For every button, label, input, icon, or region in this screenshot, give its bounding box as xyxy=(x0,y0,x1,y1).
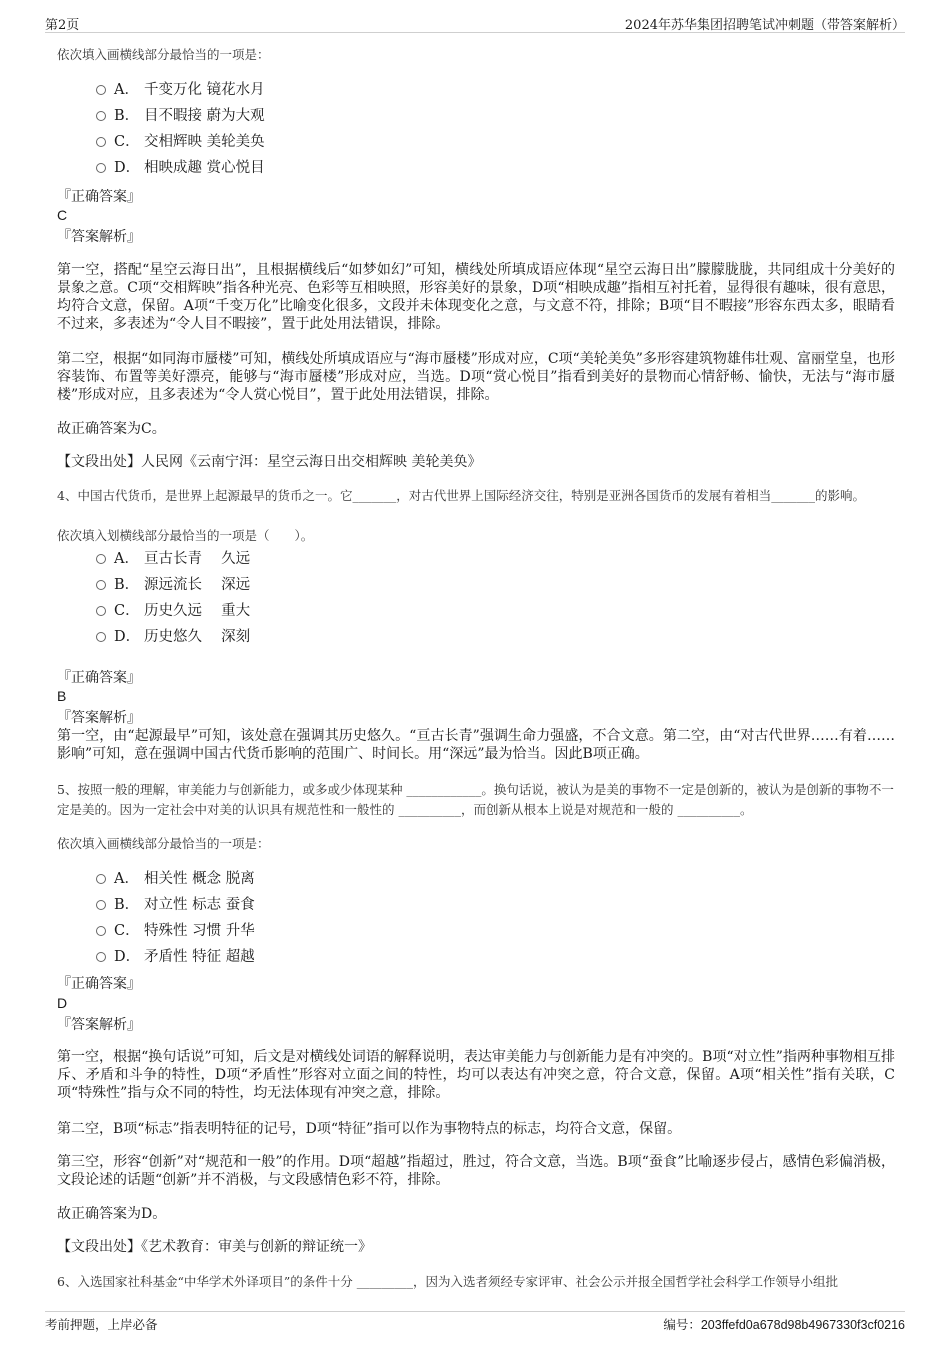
radio-icon[interactable] xyxy=(96,926,106,936)
q3-answer: C xyxy=(57,207,68,223)
q5-option-d[interactable]: D． 矛盾性 特征 超越 xyxy=(96,944,255,970)
q5-conclusion: 故正确答案为D。 xyxy=(57,1206,167,1222)
q4-analysis-label: 『答案解析』 xyxy=(57,710,141,726)
radio-icon[interactable] xyxy=(96,137,106,147)
radio-icon[interactable] xyxy=(96,632,106,642)
q3-option-c[interactable]: C． 交相辉映 美轮美奂 xyxy=(96,129,265,155)
q4-option-c[interactable]: C． 历史久远 重大 xyxy=(96,598,250,624)
q5-stem: 5、按照一般的理解，审美能力与创新能力，或多或少体现某种 ____________。换句话说，被认为是美的事物不一定是创新的，被认为是创新的事物不一定是美的。因为一定社会中对美的认识具有规范性和一般性的 __________，而创新从根本上说是对规范和一般的 __________。 xyxy=(57,782,894,817)
q6-stem: 6、入选国家社科基金“中华学术外译项目”的条件十分 _________，因为入选者须经专家评审、社会公示并报全国哲学社会科学工作领导小组批 xyxy=(57,1274,838,1289)
q4-stem: 4、中国古代货币，是世界上起源最早的货币之一。它_______，对古代世界上国际经济交往，特别是亚洲各国货币的发展有着相当_______的影响。 xyxy=(57,488,865,503)
q3-conclusion: 故正确答案为C。 xyxy=(57,421,166,437)
radio-icon[interactable] xyxy=(96,580,106,590)
q4-analysis-paragraph: 第一空，由“起源最早”可知，该处意在强调其历史悠久。“亘古长青”强调生命力强盛，不合文意。第二空，由“对古代世界……有着……影响”可知，意在强调中国古代货币影响的范围广、时间长。用“深远”最为恰当。因此B项正确。 xyxy=(57,728,895,762)
q5-answer: D xyxy=(57,995,68,1011)
footer-slogan: 考前押题，上岸必备 xyxy=(45,1317,158,1332)
q5-option-b[interactable]: B． 对立性 标志 蚕食 xyxy=(96,892,255,918)
q3-prompt: 依次填入画横线部分最恰当的一项是： xyxy=(57,47,270,62)
q4-options xyxy=(96,546,250,650)
radio-icon[interactable] xyxy=(96,606,106,616)
q5-prompt: 依次填入画横线部分最恰当的一项是： xyxy=(57,836,270,851)
footer-code: 编号：203ffefd0a678d98b4967330f3cf0216 xyxy=(663,1318,905,1332)
q5-analysis-paragraph-2: 第二空，B项“标志”指表明特征的记号，D项“特征”指可以作为事物特点的标志，均符合文意，保留。 xyxy=(57,1121,682,1137)
q4-option-a[interactable]: A． 亘古长青 久远 xyxy=(96,546,250,572)
q3-answer-label: 『正确答案』 xyxy=(57,189,141,205)
radio-icon[interactable] xyxy=(96,111,106,121)
q3-analysis-paragraph-1: 第一空，搭配“星空云海日出”，且根据横线后“如梦如幻”可知，横线处所填成语应体现“星空云海日出”朦朦胧胧，共同组成十分美好的景象之意。C项“交相辉映”指各种光亮、色彩等互相映照，形容美好的景象，D项“相映成趣”指相互衬托着，显得很有趣味，很有意思，均符合文意，保留。A项“千变万化”比喻变化很多，文段并未体现变化之意，与文意不符，排除；B项“目不暇接”形容东西太多，眼睛看不过来，多表述为“令人目不暇接”，置于此处用法错误，排除。 xyxy=(57,262,895,332)
q5-options xyxy=(96,866,255,970)
document-title: 2024年苏华集团招聘笔试冲刺题（带答案解析） xyxy=(624,18,905,33)
q5-analysis-paragraph-1: 第一空，根据“换句话说”可知，后文是对横线处词语的解释说明，表达审美能力与创新能力是有冲突的。B项“对立性”指两种事物相互排斥、矛盾和斗争的特性，D项“矛盾性”形容对立面之间的特性，均可以表达有冲突之意，符合文意，保留。A项“相关性”指有关联，C项“特殊性”指与众不同的特性，均无法体现有冲突之意，排除。 xyxy=(57,1049,895,1101)
q4-prompt: 依次填入划横线部分最恰当的一项是（ ）。 xyxy=(57,528,314,543)
radio-icon[interactable] xyxy=(96,952,106,962)
radio-icon[interactable] xyxy=(96,874,106,884)
page-header xyxy=(45,12,905,33)
q3-source: 【文段出处】人民网《云南宁洱：星空云海日出交相辉映 美轮美奂》 xyxy=(57,454,482,470)
q3-option-a[interactable]: A． 千变万化 镜花水月 xyxy=(96,77,265,103)
q3-options xyxy=(96,77,265,181)
radio-icon[interactable] xyxy=(96,900,106,910)
q4-answer-label: 『正确答案』 xyxy=(57,670,141,686)
q5-source: 【文段出处】《艺术教育：审美与创新的辩证统一》 xyxy=(57,1239,372,1255)
q5-answer-label: 『正确答案』 xyxy=(57,976,141,992)
q5-analysis-label: 『答案解析』 xyxy=(57,1017,141,1033)
q3-option-b[interactable]: B． 目不暇接 蔚为大观 xyxy=(96,103,265,129)
radio-icon[interactable] xyxy=(96,85,106,95)
q3-analysis-label: 『答案解析』 xyxy=(57,229,141,245)
radio-icon[interactable] xyxy=(96,554,106,564)
q3-option-d[interactable]: D． 相映成趣 赏心悦目 xyxy=(96,155,265,181)
page-number: 第2页 xyxy=(45,18,80,33)
q3-analysis-paragraph-2: 第二空，根据“如同海市蜃楼”可知，横线处所填成语应与“海市蜃楼”形成对应，C项“美轮美奂”多形容建筑物雄伟壮观、富丽堂皇，也形容装饰、布置等美好漂亮，能够与“海市蜃楼”形成对应，当选。D项“赏心悦目”指看到美好的景物而心情舒畅、愉快，无法与“海市蜃楼”形成对应，且多表述为“令人赏心悦目”，置于此处用法错误，排除。 xyxy=(57,351,895,403)
page-footer xyxy=(45,1311,905,1334)
q5-option-c[interactable]: C． 特殊性 习惯 升华 xyxy=(96,918,255,944)
q4-option-d[interactable]: D． 历史悠久 深刻 xyxy=(96,624,250,650)
radio-icon[interactable] xyxy=(96,163,106,173)
q4-option-b[interactable]: B． 源远流长 深远 xyxy=(96,572,250,598)
q5-option-a[interactable]: A． 相关性 概念 脱离 xyxy=(96,866,255,892)
q4-answer: B xyxy=(57,688,67,704)
q5-analysis-paragraph-3: 第三空，形容“创新”对“规范和一般”的作用。D项“超越”指超过，胜过，符合文意，当选。B项“蚕食”比喻逐步侵占，感情色彩偏消极，文段论述的话题“创新”并不消极，与文段感情色彩不符，排除。 xyxy=(57,1154,895,1188)
